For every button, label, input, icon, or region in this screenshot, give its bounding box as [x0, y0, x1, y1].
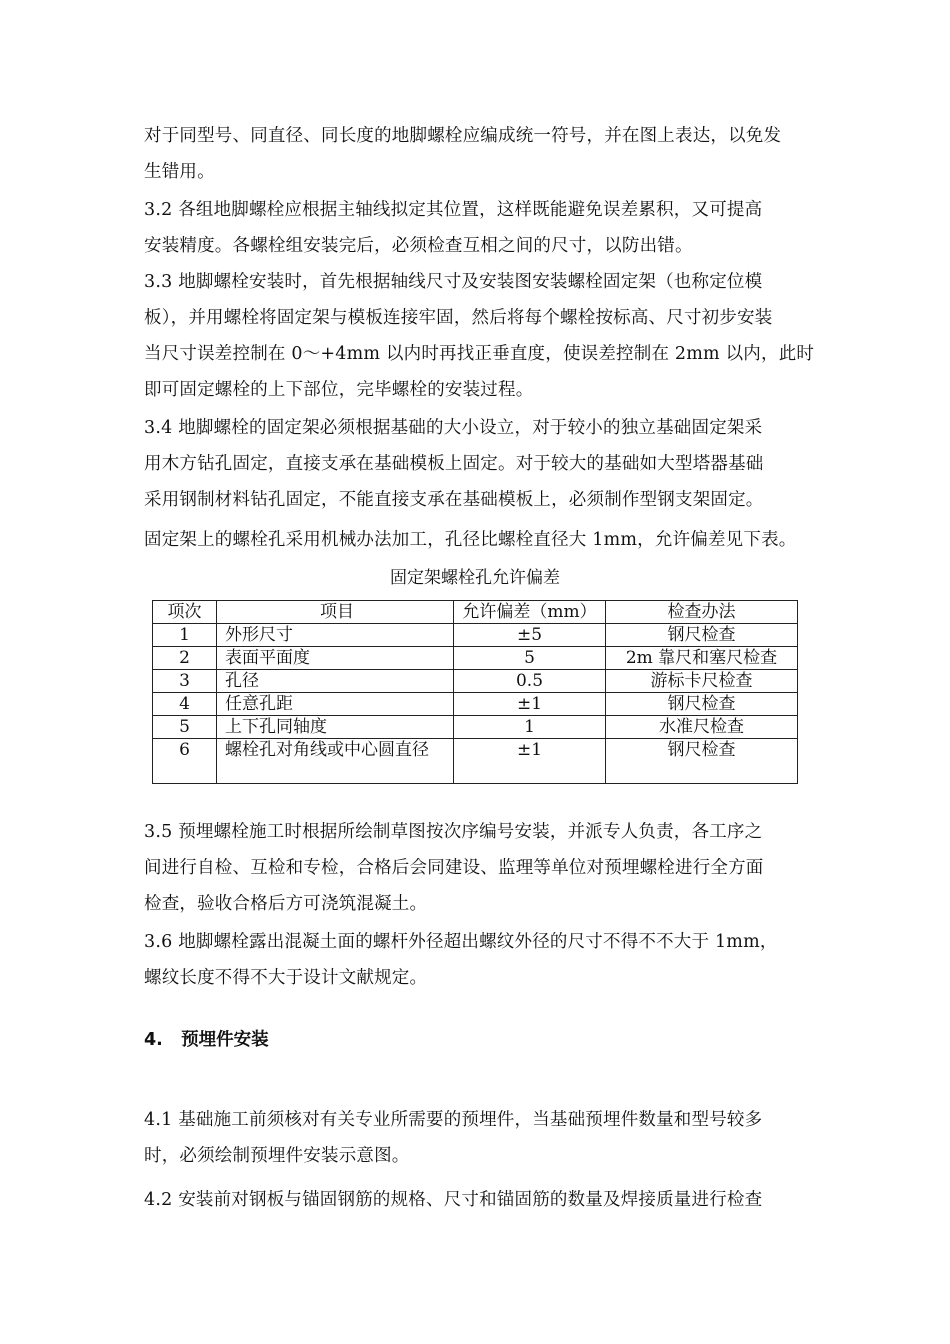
text-line: 采用钢制材料钻孔固定，不能直接支承在基础模板上，必须制作型钢支架固定。	[144, 490, 764, 510]
table-cell: 钢尺检查	[606, 693, 798, 716]
text-line: 板），并用螺栓将固定架与模板连接牢固，然后将每个螺栓按标高、尺寸初步安装	[144, 308, 773, 328]
text-line: 生错用。	[144, 162, 215, 182]
table-cell: 上下孔同轴度	[217, 716, 454, 739]
table-cell: 5	[454, 647, 606, 670]
table-cell: 表面平面度	[217, 647, 454, 670]
table-cell: 1	[153, 624, 217, 647]
text-line: 固定架上的螺栓孔采用机械办法加工，孔径比螺栓直径大 1mm，允许偏差见下表。	[144, 530, 797, 550]
text-line: 3.3 地脚螺栓安装时，首先根据轴线尺寸及安装图安装螺栓固定架（也称定位模	[144, 272, 763, 292]
header-cell: 允许偏差（mm）	[454, 601, 606, 624]
text-line: 对于同型号、同直径、同长度的地脚螺栓应编成统一符号，并在图上表达，以免发	[144, 126, 782, 146]
table-row	[153, 716, 798, 739]
table-row	[153, 647, 798, 670]
table-cell: 1	[454, 716, 606, 739]
table-header-row	[153, 601, 798, 624]
table-row	[153, 693, 798, 716]
text-line: 检查，验收合格后方可浇筑混凝土。	[144, 894, 428, 914]
table-cell: 任意孔距	[217, 693, 454, 716]
text-line: 安装精度。各螺栓组安装完后，必须检查互相之间的尺寸，以防出错。	[144, 236, 693, 256]
table-row	[153, 624, 798, 647]
text-line: 螺纹长度不得不大于设计文献规定。	[144, 968, 428, 988]
table-cell: 外形尺寸	[217, 624, 454, 647]
table-cell: ±5	[454, 624, 606, 647]
text-line: 3.6 地脚螺栓露出混凝土面的螺杆外径超出螺纹外径的尺寸不得不不大于 1mm，	[144, 932, 778, 952]
table-cell: 5	[153, 716, 217, 739]
table-cell: ±1	[454, 693, 606, 716]
table-cell: 水准尺检查	[606, 716, 798, 739]
table-cell: 3	[153, 670, 217, 693]
table-cell: 2	[153, 647, 217, 670]
table-cell: 2m 靠尺和塞尺检查	[606, 647, 798, 670]
text-line: 用木方钻孔固定，直接支承在基础模板上固定。对于较大的基础如大型塔器基础	[144, 454, 764, 474]
table-cell: ±1	[454, 739, 606, 784]
text-line: 4.2 安装前对钢板与锚固钢筋的规格、尺寸和锚固筋的数量及焊接质量进行检查	[144, 1190, 763, 1210]
table-cell: 6	[153, 739, 217, 784]
table-cell: 4	[153, 693, 217, 716]
table-cell: 0.5	[454, 670, 606, 693]
text-line: 即可固定螺栓的上下部位，完毕螺栓的安装过程。	[144, 380, 534, 400]
header-cell: 检查办法	[606, 601, 798, 624]
header-cell: 项次	[153, 601, 217, 624]
table-cell: 钢尺检查	[606, 624, 798, 647]
table-caption: 固定架螺栓孔允许偏差	[390, 568, 560, 588]
text-line: 4.1 基础施工前须核对有关专业所需要的预埋件，当基础预埋件数量和型号较多	[144, 1110, 763, 1130]
text-line: 3.2 各组地脚螺栓应根据主轴线拟定其位置，这样既能避免误差累积，又可提高	[144, 200, 763, 220]
table-cell: 钢尺检查	[606, 739, 798, 784]
text-line: 间进行自检、互检和专检，合格后会同建设、监理等单位对预埋螺栓进行全方面	[144, 858, 764, 878]
table-cell: 孔径	[217, 670, 454, 693]
section-heading: 4. 预埋件安装	[144, 1030, 269, 1050]
text-line: 3.4 地脚螺栓的固定架必须根据基础的大小设立，对于较小的独立基础固定架采	[144, 418, 763, 438]
table-cell: 游标卡尺检查	[606, 670, 798, 693]
text-line: 当尺寸误差控制在 0～+4mm 以内时再找正垂直度，使误差控制在 2mm 以内，此时	[144, 344, 815, 364]
text-line: 时，必须绘制预埋件安装示意图。	[144, 1146, 410, 1166]
text-line: 3.5 预埋螺栓施工时根据所绘制草图按次序编号安装，并派专人负责，各工序之	[144, 822, 763, 842]
table-row	[153, 670, 798, 693]
table-row	[153, 739, 798, 784]
table-cell: 螺栓孔对角线或中心圆直径	[217, 739, 454, 784]
tolerance-table	[152, 600, 798, 784]
header-cell: 项目	[217, 601, 454, 624]
